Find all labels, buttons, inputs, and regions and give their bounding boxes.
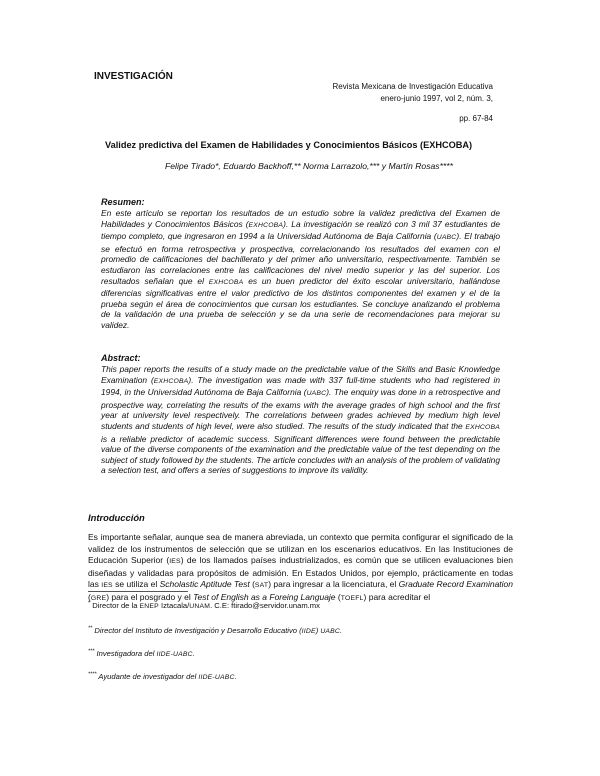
journal-name: Revista Mexicana de Investigación Educativa (332, 82, 493, 91)
article-authors: Felipe Tirado*, Eduardo Backhoff,** Norma Larrazolo,*** y Martín Rosas**** (165, 161, 453, 171)
footnote-3: *** Investigadora del IIDE-UABC. (88, 648, 195, 658)
journal-pages: pp. 67-84 (459, 114, 493, 123)
intro-heading: Introducción (88, 512, 145, 523)
footnote-1: * Director de la ENEP Iztacala/UNAM. C.E: ftirado@servidor.unam.mx (88, 600, 320, 610)
abstract-heading: Abstract: (101, 353, 141, 363)
footnote-4: **** Ayudante de investigador del IIDE-UABC. (88, 671, 237, 681)
resumen-heading: Resumen: (101, 197, 145, 207)
article-title: Validez predictiva del Examen de Habilidades y Conocimientos Básicos (EXHCOBA) (105, 140, 473, 150)
resumen-text: En este artículo se reportan los resultados de un estudio sobre la validez predictiva del Examen de Habilidades y Conocimientos Básicos (EXHCOBA). La investigación se realizó con 3 mil 37 estudiantes de tiempo completo, que ingresaron en 1994 a la Universidad Autónoma de Baja California (UABC). El trabajo se efectuó en forma retrospectiva y prospectiva, correlacionando los resultados del examen con el promedio de calificaciones del bachillerato y del primer año universitario, respectivamente. También se estudiaron las correlaciones entre las calificaciones del nivel medio superior y las del superior. Los resultados señalan que el EXHCOBA es un buen predictor del éxito escolar universitario, hallándose diferencias significativas entre el valor predictivo de los distintos componentes del examen y el de la prueba según el área de conocimientos que cursan los estudiantes. Se concluye analizando el problema de la validación de una prueba de selección y se da una serie de recomendaciones para mejorar su validez. (101, 208, 501, 330)
footnote-2: ** Director del Instituto de Investigación y Desarrollo Educativo (IIDE) UABC. (88, 625, 343, 635)
footnote-divider (88, 591, 188, 592)
abstract-text: This paper reports the results of a study made on the predictable value of the Skills and Basic Knowledge Examination (EXHCOBA). The investigation was made with 337 full-time students who had registered in 1994, in the Universidad Autónoma de Baja California (UABC). The enquiry was done in a retrospective and prospective way, correlating the results of the exams with the average grades of high school and the first year at university level respectively. The correlations between grades achieved by medium high level students and students of high level, were also studied. The results of the study indicated that the EXHCOBA is a reliable predictor of academic success. Significant differences were found between the predictable value of the diverse components of the examination and the predictable value of the test depending on the subject of study followed by the students. The article concludes with an analysis of the problem of validating a selection test, and offers a series of suggestions to improve its validity. (101, 364, 501, 476)
journal-issue: enero-junio 1997, vol 2, núm. 3, (380, 94, 493, 103)
journal-citation (332, 81, 493, 125)
intro-text: Es importante señalar, aunque sea de manera abreviada, un contexto que permita configurar el significado de la validez de los instrumentos de selección que se utilizan en los escenarios educativos. En las Instituciones de Educación Superior (IES) de los llamados países industrializados, es común que se utilicen evaluaciones bien diseñadas y validadas para propósitos de admisión. En Estados Unidos, por ejemplo, prácticamente en todas las IES se utiliza el Scholastic Aptitude Test (SAT) para ingresar a la licenciatura, el Graduate Record Examination (GRE) para el posgrado y el Test of English as a Foreing Languaje (TOEFL) para acreditar el (88, 532, 514, 602)
section-label: INVESTIGACIÓN (94, 71, 173, 82)
